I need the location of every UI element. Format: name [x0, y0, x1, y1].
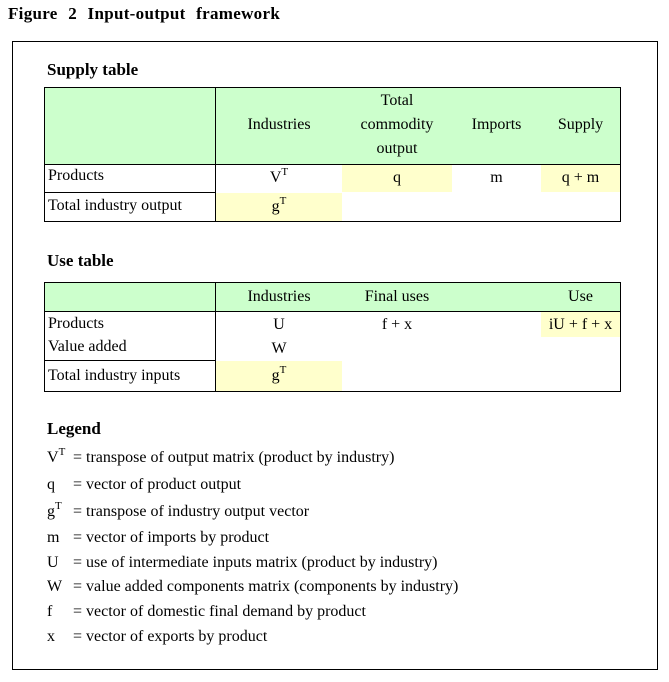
- use-cell-iu-f-x: iU + f + x: [548, 316, 613, 333]
- supply-header-total-1: Total: [380, 92, 414, 109]
- legend-sym: V: [47, 449, 59, 466]
- use-gt-base: g: [271, 367, 280, 384]
- supply-cell-m: m: [490, 169, 503, 186]
- gt-base: g: [271, 198, 280, 215]
- legend-item-gt: [47, 500, 310, 521]
- supply-header-imports: Imports: [471, 116, 522, 133]
- use-gt-sup: T: [279, 364, 287, 376]
- legend-text: = transpose of industry output vector: [73, 503, 310, 520]
- supply-header-industries: Industries: [247, 116, 311, 133]
- use-header-use: Use: [568, 288, 593, 305]
- legend-item-q: [47, 476, 241, 494]
- use-row-divider: [45, 360, 216, 361]
- use-row-products: Products: [48, 315, 104, 332]
- legend-text: = vector of domestic final demand by product: [73, 603, 366, 620]
- legend-item-m: [47, 529, 269, 547]
- use-cell-f-plus-x: f + x: [381, 316, 413, 333]
- vt-sup: T: [281, 166, 289, 178]
- vt-base: V: [269, 169, 282, 186]
- legend-sym: q: [47, 476, 55, 493]
- supply-row-divider: [45, 192, 216, 193]
- supply-cell-gt: [216, 195, 342, 216]
- legend-sym: f: [47, 603, 53, 620]
- supply-row-total-industry-output: Total industry output: [48, 197, 182, 214]
- use-table-title: Use table: [47, 251, 114, 270]
- legend-item-f: [47, 603, 366, 621]
- supply-cell-q-plus-m: q + m: [561, 169, 600, 186]
- use-cell-gt: [216, 364, 342, 385]
- legend-sym: x: [47, 628, 55, 645]
- legend-text: = vector of exports by product: [73, 628, 268, 645]
- legend-text: = value added components matrix (components by industry): [73, 578, 459, 595]
- use-row-total-industry-inputs: Total industry inputs: [48, 367, 181, 384]
- use-cell-u: U: [273, 316, 285, 333]
- legend-sym: U: [47, 554, 59, 571]
- legend-sym: W: [47, 578, 63, 595]
- legend-sym: m: [47, 529, 60, 546]
- legend-text: = use of intermediate inputs matrix (product by industry): [73, 554, 438, 571]
- gt-sup: T: [279, 195, 287, 207]
- supply-header-total-2: commodity: [360, 116, 434, 133]
- legend-text: = transpose of output matrix (product by industry): [73, 449, 395, 466]
- supply-row-products: Products: [48, 167, 104, 184]
- supply-table-title: Supply table: [47, 60, 139, 79]
- supply-cell-q: q: [393, 169, 401, 186]
- supply-header-supply: Supply: [557, 116, 604, 133]
- use-cell-w: W: [271, 340, 287, 357]
- legend-text: = vector of product output: [73, 476, 242, 493]
- supply-header-divider: [45, 164, 620, 165]
- legend-text: = vector of imports by product: [73, 529, 270, 546]
- use-header-industries: Industries: [247, 288, 311, 305]
- supply-cell-vt: [216, 166, 342, 187]
- figure-frame: [12, 41, 658, 670]
- use-table: [44, 282, 621, 392]
- legend-sup: T: [58, 446, 66, 458]
- use-row-value-added: Value added: [48, 338, 127, 355]
- legend-item-vt: [47, 446, 395, 467]
- legend-item-u: [47, 554, 438, 572]
- supply-header-total-3: output: [376, 140, 418, 157]
- use-header-final-uses: Final uses: [364, 288, 430, 305]
- legend-sym: g: [47, 503, 55, 520]
- legend-item-x: [47, 628, 267, 646]
- figure-title: Figure 2 Input-output framework: [8, 4, 281, 23]
- legend-sup: T: [55, 500, 62, 512]
- supply-table: [44, 87, 621, 222]
- use-header-divider: [45, 311, 620, 312]
- legend-item-w: [47, 578, 458, 596]
- legend-title: Legend: [47, 419, 101, 438]
